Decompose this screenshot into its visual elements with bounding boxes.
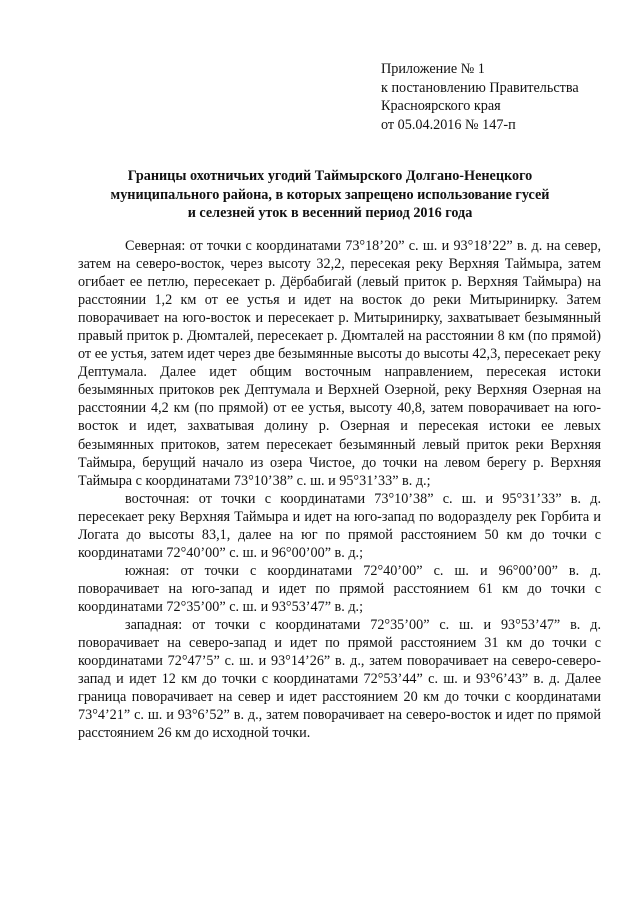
- north-boundary-paragraph: Северная: от точки с координатами 73°18’20” с. ш. и 93°18’22” в. д. на север, затем на северо-восток, через высоту 32,2, пересекая реку Верхняя Таймыра, затем огибает ее петлю, пересекает р. Дёрбабигай (левый приток р. Верхняя Таймыра) на расстоянии 1,2 км от ее устья и идет на восток до реки Митыринирку. Затем поворачивает на юго-восток и пересекает р. Митыринирку, захватывает безымянный правый приток р. Дюмталей, пересекает р. Дюмталей на расстоянии 8 км (по прямой) от ее устья, затем идет через две безымянные высоты до высоты 42,3, пересекает реку Дептумала. Далее идет общим восточным направлением, пересекая истоки безымянных притоков рек Дептумала и Верхней Озерной, реку Верхняя Озерная на расстоянии 4,2 км (по прямой) от ее устья, высоту 40,8, затем поворачивает на юго-восток и идет, захватывая долину р. Озерная и пересекая истоки ее левых безымянных притоков, затем пересекает безымянный левый приток реки Верхняя Таймыра, берущий начало из озера Чистое, до точки на левом берегу р. Верхняя Таймыра с координатами 73°10’38” с. ш. и 95°31’33” в. д.;: [78, 238, 601, 489]
- annex-header: [381, 60, 621, 134]
- document-title: [80, 167, 580, 223]
- west-boundary-paragraph: западная: от точки с координатами 72°35’00” с. ш. и 93°53’47” в. д. поворачивает на северо-запад и идет по прямой расстоянием 31 км до точки с координатами 72°47’5” с. ш. и 93°14’26” в. д., затем поворачивает на северо-северо-запад и идет 12 км до точки с координатами 72°53’44” с. ш. и 93°6’43” в. д. Далее граница поворачивает на север и идет расстоянием 20 км до точки с координатами 73°4’21” с. ш. и 93°6’52” в. д., затем поворачивает на северо-восток и идет по прямой расстоянием 26 км до исходной точки.: [78, 616, 601, 742]
- annex-reference: к постановлению Правительства: [381, 79, 579, 96]
- document-body: [78, 237, 601, 742]
- south-boundary-paragraph: южная: от точки с координатами 72°40’00” с. ш. и 96°00’00” в. д. поворачивает на юго-запад и идет по прямой расстоянием 61 км до точки с координатами 72°35’00” с. ш. и 93°53’47” в. д.;: [78, 562, 601, 615]
- annex-date: от 05.04.2016 № 147-п: [381, 116, 516, 133]
- annex-region: Красноярского края: [381, 98, 501, 115]
- title-line-2: муниципального района, в которых запрещено использование гусей: [110, 186, 550, 203]
- east-boundary-paragraph: восточная: от точки с координатами 73°10’38” с. ш. и 95°31’33” в. д. пересекает реку Верхняя Таймыра и идет на юго-запад по водоразделу рек Горбита и Логата до высоты 83,1, далее на юг по прямой расстоянием 50 км до точки с координатами 72°40’00” с. ш. и 96°00’00” в. д.;: [78, 490, 601, 561]
- title-line-3: и селезней уток в весенний период 2016 года: [187, 205, 473, 222]
- title-line-1: Границы охотничьих угодий Таймырского Долгано-Ненецкого: [127, 168, 533, 184]
- annex-number: Приложение № 1: [381, 61, 485, 77]
